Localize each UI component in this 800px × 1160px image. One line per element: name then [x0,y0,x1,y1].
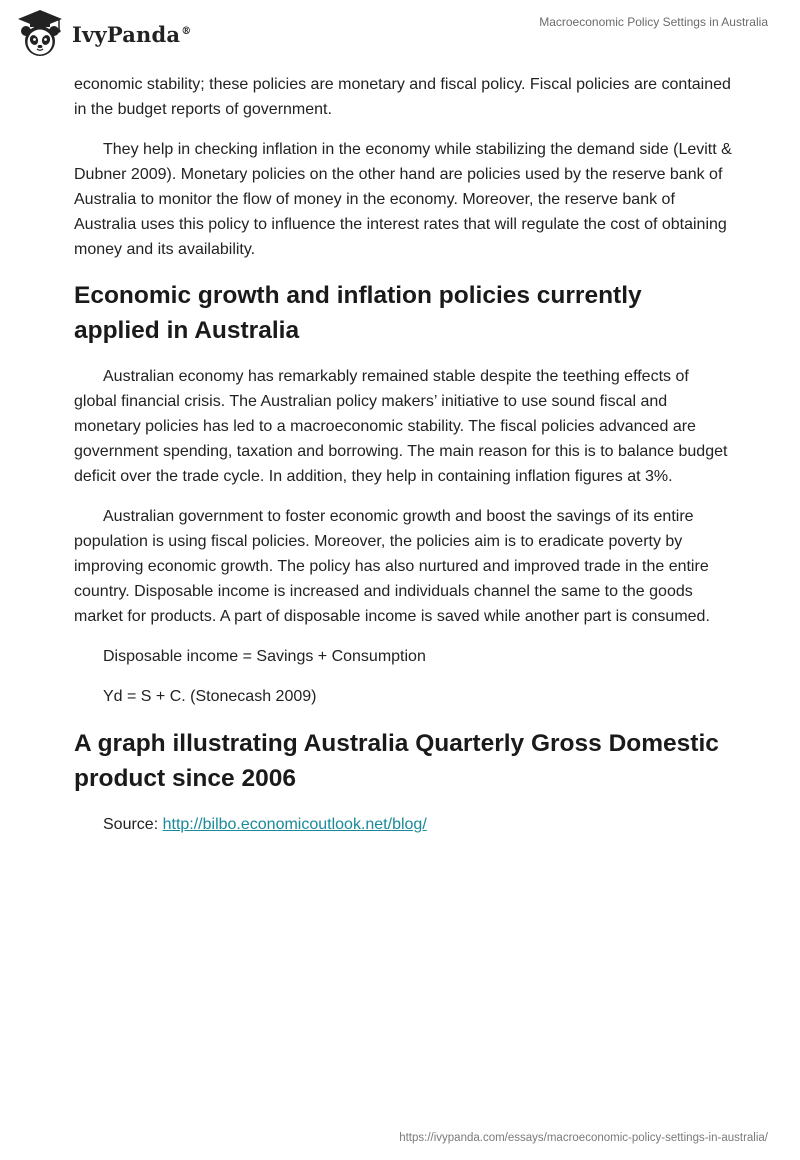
page-header [0,0,800,70]
section-heading-gdp-graph: A graph illustrating Australia Quarterly Gross Domestic product since 2006 [74,730,719,792]
paragraph-2: They help in checking inflation in the economy while stabilizing the demand side (Levitt & Dubner 2009). Monetary policies on the other hand are policies used by the reserve bank of Australia to monitor the flow of money in the economy. Moreover, the reserve bank of Australia uses this policy to influence the interest rates that will regulate the cost of obtaining money and its availability. [74,141,732,258]
source-label: Source: [103,816,159,833]
paragraph-1: economic stability; these policies are monetary and fiscal policy. Fiscal policies are contained in the budget reports of government. [74,76,731,118]
source-link[interactable]: http://bilbo.economicoutlook.net/blog/ [162,816,427,833]
logo-text: IvyPanda® [72,21,192,47]
essay-content [74,72,734,837]
formula-disposable-income: Disposable income = Savings + Consumption [103,648,426,665]
source-line [74,812,734,837]
ivypanda-logo[interactable] [14,8,191,60]
formula-yd: Yd = S + C. (Stonecash 2009) [103,688,317,705]
panda-graduate-icon [14,8,66,60]
paragraph-3: Australian economy has remarkably remained stable despite the teething effects of global financial crisis. The Australian policy makers’ initiative to use sound fiscal and monetary policies has led to a macroeconomic stability. The fiscal policies advanced are government spending, taxation and borrowing. The main reason for this is to balance budget deficit over the trade cycle. In addition, they help in containing inflation figures at 3%. [74,368,728,485]
paragraph-4: Australian government to foster economic growth and boost the savings of its entire population is using fiscal policies. Moreover, the policies aim is to eradicate poverty by improving economic growth. The policy has also nurtured and improved trade in the entire country. Disposable income is increased and individuals channel the same to the goods market for products. A part of disposable income is saved while another part is consumed. [74,508,710,625]
footer-url: https://ivypanda.com/essays/macroeconomic-policy-settings-in-australia/ [399,1132,768,1144]
document-title: Macroeconomic Policy Settings in Australia [539,15,768,29]
section-heading-growth-inflation: Economic growth and inflation policies currently applied in Australia [74,282,642,344]
